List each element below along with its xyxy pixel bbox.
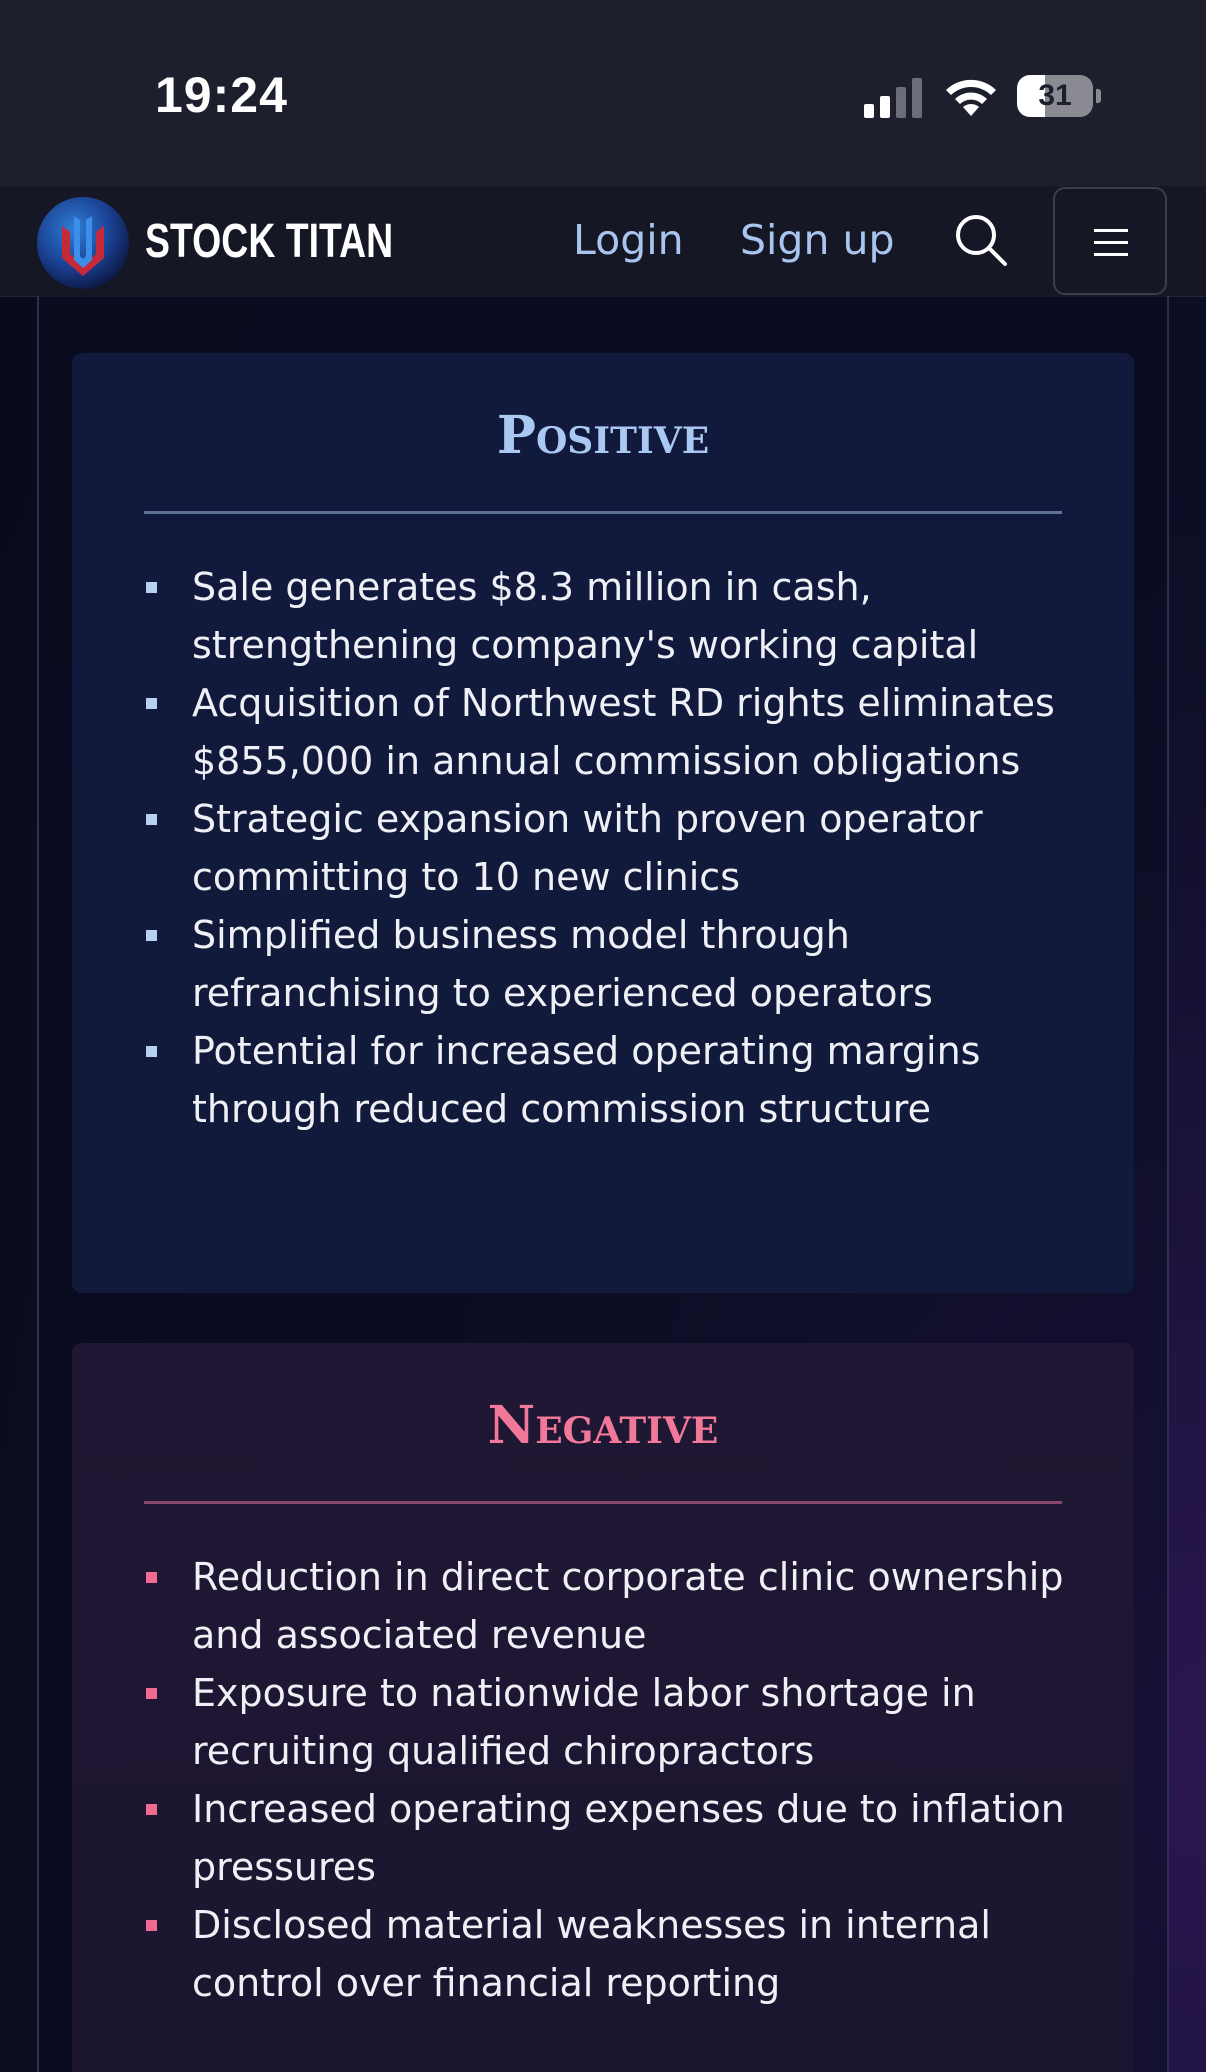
- bullet-square-icon: [146, 698, 157, 709]
- negative-card: [72, 1343, 1134, 2072]
- negative-divider: [144, 1501, 1062, 1504]
- negative-item-text: Reduction in direct corporate clinic ownership and associated revenue: [192, 1555, 1064, 1657]
- negative-title: Negative: [487, 1395, 719, 1456]
- signup-link[interactable]: Sign up: [740, 216, 895, 264]
- logo-icon[interactable]: [36, 196, 130, 290]
- positive-item: [144, 558, 1074, 674]
- positive-title: Positive: [496, 405, 710, 466]
- positive-item: [144, 1022, 1074, 1138]
- positive-item: [144, 674, 1074, 790]
- positive-item-text: Potential for increased operating margins through reduced commission structure: [192, 1029, 981, 1131]
- positive-divider: [144, 511, 1062, 514]
- bullet-square-icon: [146, 930, 157, 941]
- brand-name[interactable]: STOCK TITAN: [145, 215, 394, 268]
- search-icon[interactable]: [954, 213, 1008, 267]
- negative-item: [144, 1896, 1074, 2012]
- positive-item-text: Sale generates $8.3 million in cash, strengthening company's working capital: [192, 565, 979, 667]
- signal-icon: [864, 78, 924, 118]
- bullet-square-icon: [146, 1688, 157, 1699]
- positive-item: [144, 790, 1074, 906]
- negative-item: [144, 1664, 1074, 1780]
- bullet-square-icon: [146, 814, 157, 825]
- positive-item: [144, 906, 1074, 1022]
- bullet-square-icon: [146, 582, 157, 593]
- battery-icon: [1017, 75, 1101, 119]
- negative-item-text: Disclosed material weaknesses in internal control over financial reporting: [192, 1903, 991, 2005]
- bullet-square-icon: [146, 1804, 157, 1815]
- menu-button[interactable]: [1053, 187, 1167, 295]
- battery-cap: [1096, 89, 1101, 103]
- status-bar: [0, 0, 1206, 186]
- negative-list: [144, 1548, 1074, 2012]
- bullet-square-icon: [146, 1920, 157, 1931]
- battery-level: 31: [1038, 79, 1072, 112]
- negative-item-text: Increased operating expenses due to inflation pressures: [192, 1787, 1065, 1889]
- positive-item-text: Acquisition of Northwest RD rights eliminates $855,000 in annual commission obligations: [192, 681, 1055, 783]
- bullet-square-icon: [146, 1046, 157, 1057]
- status-time: 19:24: [155, 67, 288, 123]
- top-nav: [0, 186, 1206, 297]
- wifi-icon: [944, 76, 998, 118]
- negative-item-text: Exposure to nationwide labor shortage in recruiting qualified chiropractors: [192, 1671, 976, 1773]
- positive-item-text: Strategic expansion with proven operator committing to 10 new clinics: [192, 797, 983, 899]
- hamburger-menu-icon: [1094, 227, 1128, 259]
- negative-item: [144, 1548, 1074, 1664]
- bullet-square-icon: [146, 1572, 157, 1583]
- login-link[interactable]: Login: [573, 216, 684, 264]
- positive-item-text: Simplified business model through refranchising to experienced operators: [192, 913, 933, 1015]
- positive-card: [72, 353, 1134, 1293]
- positive-list: [144, 558, 1074, 1138]
- negative-item: [144, 1780, 1074, 1896]
